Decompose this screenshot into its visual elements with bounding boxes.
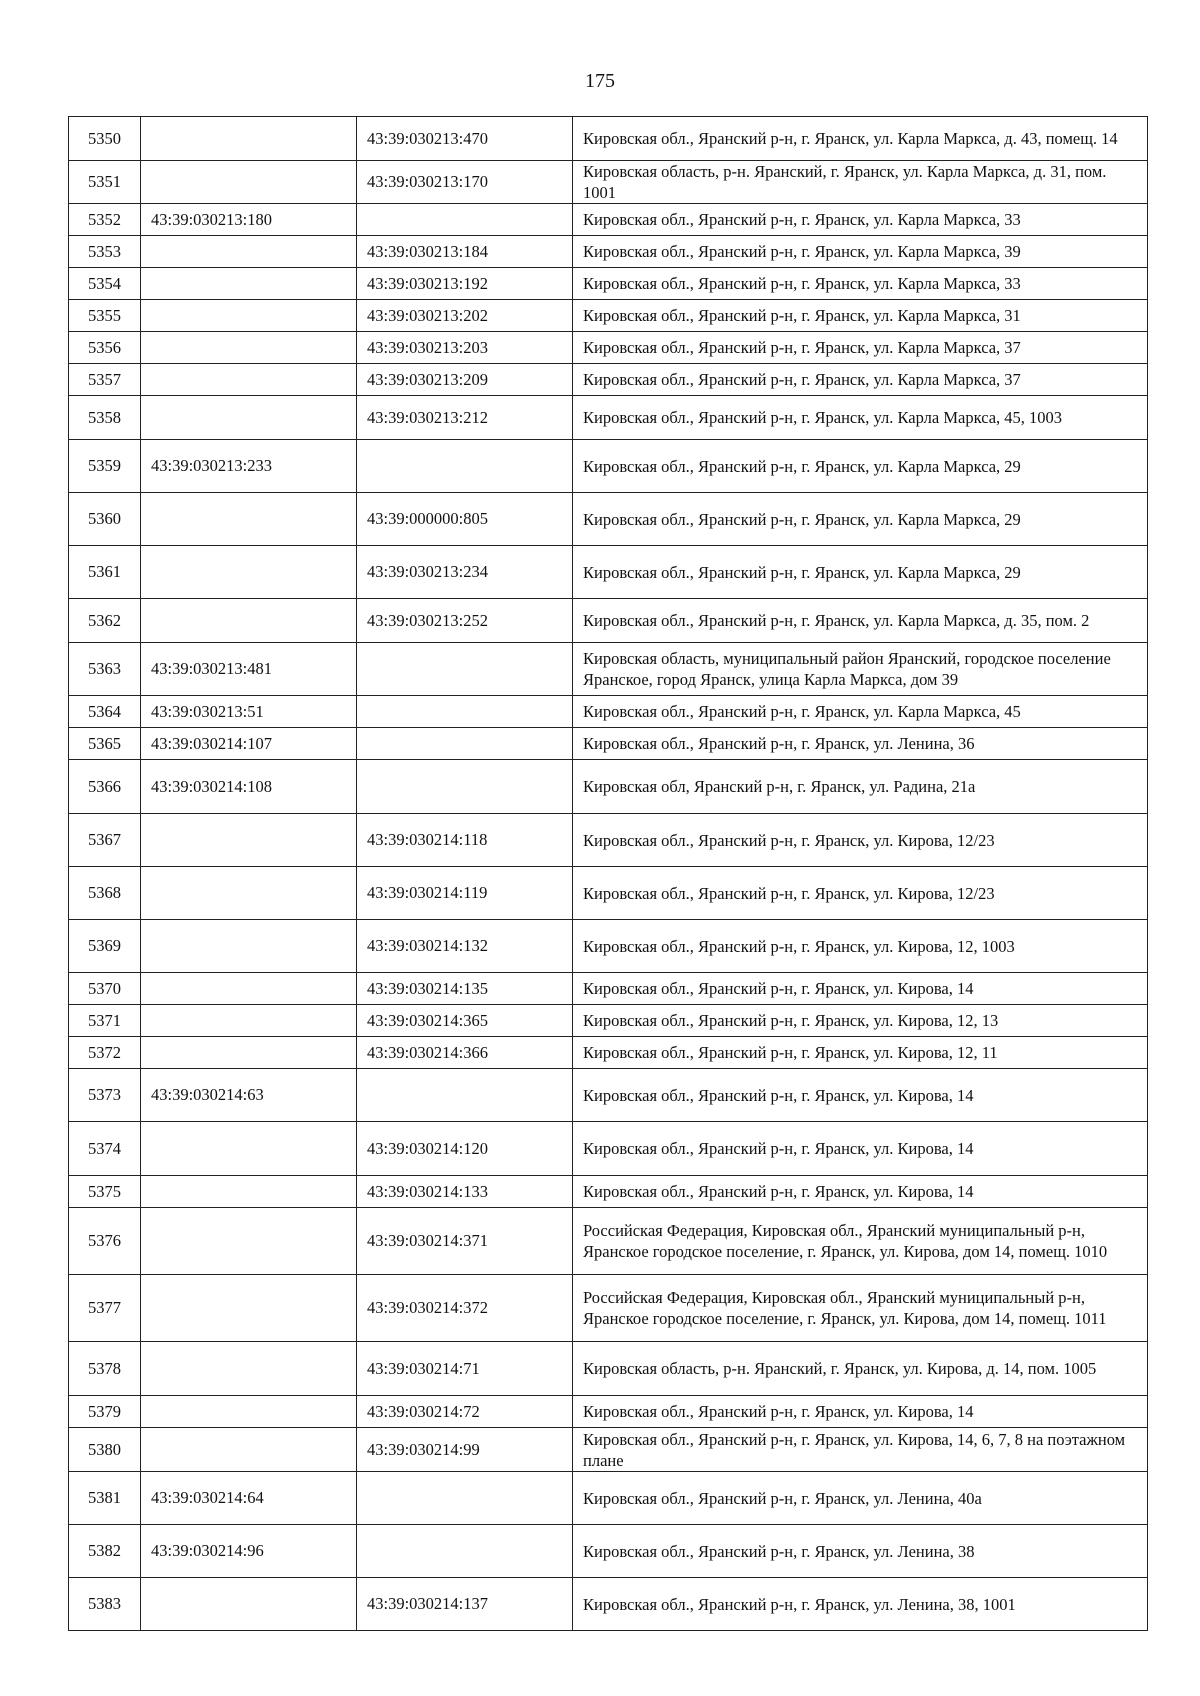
row-number-cell: 5378 xyxy=(69,1342,141,1396)
table-row xyxy=(69,300,1148,332)
object-cadastral-cell xyxy=(357,1069,573,1122)
land-cadastral-cell xyxy=(141,236,357,268)
row-number-cell: 5366 xyxy=(69,760,141,814)
land-cadastral-cell xyxy=(141,493,357,546)
object-cadastral-cell xyxy=(357,1525,573,1578)
table-row xyxy=(69,696,1148,728)
address-cell: Кировская обл., Яранский р-н, г. Яранск, ул. Кирова, 12, 13 xyxy=(573,1005,1148,1037)
land-cadastral-cell: 43:39:030214:107 xyxy=(141,728,357,760)
address-cell: Кировская обл., Яранский р-н, г. Яранск, ул. Кирова, 14 xyxy=(573,1176,1148,1208)
row-number-cell: 5358 xyxy=(69,396,141,440)
row-number-cell: 5352 xyxy=(69,204,141,236)
land-cadastral-cell xyxy=(141,1005,357,1037)
object-cadastral-cell: 43:39:030214:372 xyxy=(357,1275,573,1342)
object-cadastral-cell xyxy=(357,728,573,760)
land-cadastral-cell xyxy=(141,332,357,364)
object-cadastral-cell: 43:39:030213:203 xyxy=(357,332,573,364)
table-row xyxy=(69,1578,1148,1631)
object-cadastral-cell xyxy=(357,643,573,696)
land-cadastral-cell xyxy=(141,161,357,204)
table-row xyxy=(69,440,1148,493)
table-row xyxy=(69,236,1148,268)
address-cell: Кировская обл., Яранский р-н, г. Яранск, ул. Карла Маркса, 37 xyxy=(573,332,1148,364)
address-cell: Кировская обл., Яранский р-н, г. Яранск, ул. Ленина, 40а xyxy=(573,1472,1148,1525)
address-cell: Кировская обл., Яранский р-н, г. Яранск, ул. Карла Маркса, 39 xyxy=(573,236,1148,268)
land-cadastral-cell: 43:39:030214:96 xyxy=(141,1525,357,1578)
row-number-cell: 5370 xyxy=(69,973,141,1005)
address-cell: Кировская обл., Яранский р-н, г. Яранск, ул. Карла Маркса, 29 xyxy=(573,546,1148,599)
address-cell: Кировская обл., Яранский р-н, г. Яранск, ул. Кирова, 14 xyxy=(573,1396,1148,1428)
object-cadastral-cell: 43:39:030214:72 xyxy=(357,1396,573,1428)
object-cadastral-cell: 43:39:030214:71 xyxy=(357,1342,573,1396)
land-cadastral-cell xyxy=(141,814,357,867)
page-number: 175 xyxy=(585,70,615,92)
table-row xyxy=(69,1208,1148,1275)
table-row xyxy=(69,268,1148,300)
object-cadastral-cell: 43:39:030214:132 xyxy=(357,920,573,973)
object-cadastral-cell: 43:39:030213:192 xyxy=(357,268,573,300)
table-row xyxy=(69,1472,1148,1525)
row-number-cell: 5374 xyxy=(69,1122,141,1176)
object-cadastral-cell: 43:39:030214:137 xyxy=(357,1578,573,1631)
row-number-cell: 5383 xyxy=(69,1578,141,1631)
row-number-cell: 5371 xyxy=(69,1005,141,1037)
land-cadastral-cell xyxy=(141,1578,357,1631)
object-cadastral-cell: 43:39:030213:252 xyxy=(357,599,573,643)
row-number-cell: 5364 xyxy=(69,696,141,728)
land-cadastral-cell xyxy=(141,599,357,643)
table-row xyxy=(69,396,1148,440)
address-cell: Кировская обл, Яранский р-н, г. Яранск, ул. Радина, 21а xyxy=(573,760,1148,814)
address-cell: Кировская обл., Яранский р-н, г. Яранск, ул. Карла Маркса, д. 35, пом. 2 xyxy=(573,599,1148,643)
object-cadastral-cell: 43:39:030214:133 xyxy=(357,1176,573,1208)
table-row xyxy=(69,1428,1148,1472)
table-row xyxy=(69,599,1148,643)
object-cadastral-cell: 43:39:030213:184 xyxy=(357,236,573,268)
table-row xyxy=(69,161,1148,204)
address-cell: Кировская обл., Яранский р-н, г. Яранск, ул. Кирова, 14 xyxy=(573,1069,1148,1122)
land-cadastral-cell xyxy=(141,1122,357,1176)
table-row xyxy=(69,493,1148,546)
object-cadastral-cell: 43:39:030214:366 xyxy=(357,1037,573,1069)
table-row xyxy=(69,643,1148,696)
object-cadastral-cell: 43:39:030214:119 xyxy=(357,867,573,920)
object-cadastral-cell: 43:39:030213:202 xyxy=(357,300,573,332)
row-number-cell: 5362 xyxy=(69,599,141,643)
address-cell: Кировская обл., Яранский р-н, г. Яранск, ул. Кирова, 14 xyxy=(573,973,1148,1005)
address-cell: Кировская обл., Яранский р-н, г. Яранск, ул. Карла Маркса, 29 xyxy=(573,493,1148,546)
land-cadastral-cell xyxy=(141,1396,357,1428)
address-cell: Кировская обл., Яранский р-н, г. Яранск, ул. Карла Маркса, д. 43, помещ. 14 xyxy=(573,117,1148,161)
land-cadastral-cell xyxy=(141,1342,357,1396)
address-cell: Кировская обл., Яранский р-н, г. Яранск, ул. Карла Маркса, 29 xyxy=(573,440,1148,493)
table-row xyxy=(69,546,1148,599)
row-number-cell: 5368 xyxy=(69,867,141,920)
land-cadastral-cell xyxy=(141,396,357,440)
address-cell: Кировская область, р-н. Яранский, г. Яранск, ул. Карла Маркса, д. 31, пом. 1001 xyxy=(573,161,1148,204)
address-cell: Кировская обл., Яранский р-н, г. Яранск, ул. Ленина, 38 xyxy=(573,1525,1148,1578)
row-number-cell: 5377 xyxy=(69,1275,141,1342)
table-row xyxy=(69,973,1148,1005)
row-number-cell: 5367 xyxy=(69,814,141,867)
object-cadastral-cell: 43:39:030214:135 xyxy=(357,973,573,1005)
table-row xyxy=(69,1176,1148,1208)
row-number-cell: 5351 xyxy=(69,161,141,204)
land-cadastral-cell xyxy=(141,1208,357,1275)
row-number-cell: 5350 xyxy=(69,117,141,161)
object-cadastral-cell: 43:39:030213:212 xyxy=(357,396,573,440)
land-cadastral-cell: 43:39:030214:108 xyxy=(141,760,357,814)
address-cell: Кировская обл., Яранский р-н, г. Яранск, ул. Кирова, 14, 6, 7, 8 на поэтажном плане xyxy=(573,1428,1148,1472)
land-cadastral-cell xyxy=(141,300,357,332)
registry-table xyxy=(68,116,1148,1631)
address-cell: Кировская обл., Яранский р-н, г. Яранск, ул. Карла Маркса, 31 xyxy=(573,300,1148,332)
land-cadastral-cell xyxy=(141,867,357,920)
row-number-cell: 5353 xyxy=(69,236,141,268)
row-number-cell: 5379 xyxy=(69,1396,141,1428)
table-row xyxy=(69,1275,1148,1342)
land-cadastral-cell: 43:39:030213:180 xyxy=(141,204,357,236)
table-row xyxy=(69,814,1148,867)
row-number-cell: 5372 xyxy=(69,1037,141,1069)
address-cell: Кировская область, муниципальный район Яранский, городское поселение Яранское, город Яранск, улица Карла Маркса, дом 39 xyxy=(573,643,1148,696)
table-row xyxy=(69,117,1148,161)
table-row xyxy=(69,920,1148,973)
land-cadastral-cell: 43:39:030213:233 xyxy=(141,440,357,493)
object-cadastral-cell xyxy=(357,760,573,814)
object-cadastral-cell: 43:39:030214:118 xyxy=(357,814,573,867)
object-cadastral-cell xyxy=(357,1472,573,1525)
table-row xyxy=(69,1005,1148,1037)
land-cadastral-cell xyxy=(141,1428,357,1472)
table-row xyxy=(69,364,1148,396)
land-cadastral-cell: 43:39:030213:51 xyxy=(141,696,357,728)
object-cadastral-cell: 43:39:030214:99 xyxy=(357,1428,573,1472)
object-cadastral-cell xyxy=(357,696,573,728)
address-cell: Кировская обл., Яранский р-н, г. Яранск, ул. Карла Маркса, 33 xyxy=(573,268,1148,300)
address-cell: Кировская обл., Яранский р-н, г. Яранск, ул. Карла Маркса, 33 xyxy=(573,204,1148,236)
land-cadastral-cell xyxy=(141,1275,357,1342)
table-row xyxy=(69,867,1148,920)
address-cell: Кировская область, р-н. Яранский, г. Яранск, ул. Кирова, д. 14, пом. 1005 xyxy=(573,1342,1148,1396)
registry-table-body xyxy=(69,117,1148,1631)
object-cadastral-cell xyxy=(357,204,573,236)
object-cadastral-cell: 43:39:030213:170 xyxy=(357,161,573,204)
table-row xyxy=(69,1396,1148,1428)
row-number-cell: 5354 xyxy=(69,268,141,300)
land-cadastral-cell xyxy=(141,268,357,300)
table-row xyxy=(69,728,1148,760)
address-cell: Российская Федерация, Кировская обл., Яранский муниципальный р-н, Яранское городское поселение, г. Яранск, ул. Кирова, дом 14, помещ. 1010 xyxy=(573,1208,1148,1275)
row-number-cell: 5359 xyxy=(69,440,141,493)
table-row xyxy=(69,760,1148,814)
row-number-cell: 5365 xyxy=(69,728,141,760)
row-number-cell: 5381 xyxy=(69,1472,141,1525)
address-cell: Кировская обл., Яранский р-н, г. Яранск, ул. Кирова, 12/23 xyxy=(573,814,1148,867)
object-cadastral-cell: 43:39:030214:371 xyxy=(357,1208,573,1275)
row-number-cell: 5369 xyxy=(69,920,141,973)
address-cell: Кировская обл., Яранский р-н, г. Яранск, ул. Кирова, 12/23 xyxy=(573,867,1148,920)
object-cadastral-cell: 43:39:030214:365 xyxy=(357,1005,573,1037)
table-row xyxy=(69,1525,1148,1578)
table-row xyxy=(69,1342,1148,1396)
land-cadastral-cell: 43:39:030214:64 xyxy=(141,1472,357,1525)
row-number-cell: 5376 xyxy=(69,1208,141,1275)
land-cadastral-cell: 43:39:030214:63 xyxy=(141,1069,357,1122)
object-cadastral-cell xyxy=(357,440,573,493)
table-row xyxy=(69,1037,1148,1069)
address-cell: Кировская обл., Яранский р-н, г. Яранск, ул. Кирова, 12, 1003 xyxy=(573,920,1148,973)
table-row xyxy=(69,332,1148,364)
row-number-cell: 5375 xyxy=(69,1176,141,1208)
address-cell: Кировская обл., Яранский р-н, г. Яранск, ул. Кирова, 14 xyxy=(573,1122,1148,1176)
land-cadastral-cell xyxy=(141,117,357,161)
object-cadastral-cell: 43:39:030213:234 xyxy=(357,546,573,599)
row-number-cell: 5363 xyxy=(69,643,141,696)
land-cadastral-cell xyxy=(141,920,357,973)
land-cadastral-cell xyxy=(141,546,357,599)
row-number-cell: 5357 xyxy=(69,364,141,396)
row-number-cell: 5356 xyxy=(69,332,141,364)
address-cell: Кировская обл., Яранский р-н, г. Яранск, ул. Ленина, 38, 1001 xyxy=(573,1578,1148,1631)
land-cadastral-cell: 43:39:030213:481 xyxy=(141,643,357,696)
land-cadastral-cell xyxy=(141,1037,357,1069)
row-number-cell: 5382 xyxy=(69,1525,141,1578)
object-cadastral-cell: 43:39:030214:120 xyxy=(357,1122,573,1176)
row-number-cell: 5373 xyxy=(69,1069,141,1122)
address-cell: Кировская обл., Яранский р-н, г. Яранск, ул. Карла Маркса, 37 xyxy=(573,364,1148,396)
row-number-cell: 5360 xyxy=(69,493,141,546)
land-cadastral-cell xyxy=(141,364,357,396)
table-row xyxy=(69,1069,1148,1122)
address-cell: Кировская обл., Яранский р-н, г. Яранск, ул. Кирова, 12, 11 xyxy=(573,1037,1148,1069)
land-cadastral-cell xyxy=(141,1176,357,1208)
object-cadastral-cell: 43:39:000000:805 xyxy=(357,493,573,546)
table-row xyxy=(69,1122,1148,1176)
address-cell: Кировская обл., Яранский р-н, г. Яранск, ул. Ленина, 36 xyxy=(573,728,1148,760)
address-cell: Кировская обл., Яранский р-н, г. Яранск, ул. Карла Маркса, 45, 1003 xyxy=(573,396,1148,440)
address-cell: Кировская обл., Яранский р-н, г. Яранск, ул. Карла Маркса, 45 xyxy=(573,696,1148,728)
row-number-cell: 5355 xyxy=(69,300,141,332)
table-row xyxy=(69,204,1148,236)
land-cadastral-cell xyxy=(141,973,357,1005)
row-number-cell: 5361 xyxy=(69,546,141,599)
object-cadastral-cell: 43:39:030213:470 xyxy=(357,117,573,161)
object-cadastral-cell: 43:39:030213:209 xyxy=(357,364,573,396)
address-cell: Российская Федерация, Кировская обл., Яранский муниципальный р-н, Яранское городское поселение, г. Яранск, ул. Кирова, дом 14, помещ. 1011 xyxy=(573,1275,1148,1342)
row-number-cell: 5380 xyxy=(69,1428,141,1472)
